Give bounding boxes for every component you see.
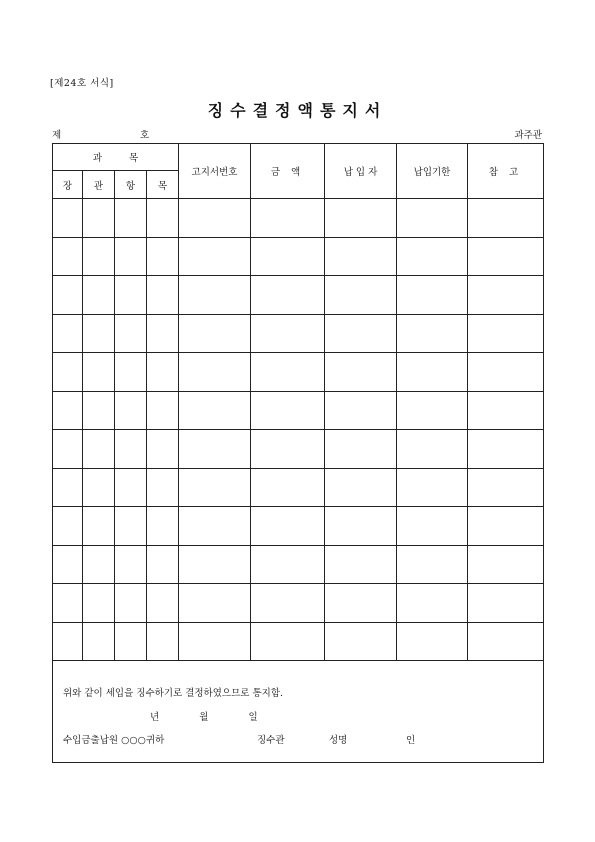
table-cell [325, 276, 397, 315]
table-cell [397, 353, 468, 392]
notice-date [150, 709, 258, 723]
table-cell [468, 276, 544, 315]
table-cell [468, 199, 544, 238]
header-chapter: 장 [53, 171, 83, 199]
header-notice-number: 고지서번호 [179, 144, 251, 199]
table-cell [83, 430, 115, 469]
table-cell [147, 199, 179, 238]
table-cell [468, 468, 544, 507]
table-cell [83, 353, 115, 392]
table-cell [83, 237, 115, 276]
table-cell [251, 430, 325, 469]
table-cell [115, 353, 147, 392]
table-cell [397, 622, 468, 661]
table-cell [251, 468, 325, 507]
table-cell [179, 353, 251, 392]
table-cell [115, 276, 147, 315]
table-cell [397, 584, 468, 623]
doc-no-suffix: 호 [140, 130, 150, 141]
table-cell [468, 507, 544, 546]
table-cell [468, 314, 544, 353]
table-cell [53, 276, 83, 315]
collection-official-label: 징수관 [257, 735, 285, 746]
table-cell [53, 430, 83, 469]
header-amount: 금 액 [251, 144, 325, 199]
table-row [53, 468, 544, 507]
table-cell [115, 584, 147, 623]
table-cell [397, 430, 468, 469]
table-cell [251, 622, 325, 661]
table-body [53, 199, 544, 661]
table-cell [53, 468, 83, 507]
table-cell [251, 314, 325, 353]
table-row [53, 314, 544, 353]
table-cell [251, 545, 325, 584]
table-cell [147, 353, 179, 392]
seal-label: 인 [406, 735, 416, 746]
date-month-label: 월 [199, 712, 209, 723]
table-cell [115, 237, 147, 276]
table-cell [251, 584, 325, 623]
table-cell [179, 276, 251, 315]
table-cell [468, 545, 544, 584]
table-cell [325, 622, 397, 661]
notice-statement: 위와 같이 세입을 징수하기로 결정하였으므로 통지함. [63, 688, 284, 699]
doc-office-label: 과주관 [514, 130, 542, 141]
table-row [53, 391, 544, 430]
table-cell [325, 314, 397, 353]
table-cell [468, 430, 544, 469]
table-cell [468, 391, 544, 430]
table-cell [251, 391, 325, 430]
table-cell [325, 199, 397, 238]
table-cell [325, 545, 397, 584]
header-subitem: 목 [147, 171, 179, 199]
table-cell [115, 545, 147, 584]
table-cell [115, 430, 147, 469]
table-cell [179, 199, 251, 238]
notice-recipient: 수입금출납원 ○○○귀하 [63, 735, 165, 746]
table-row [53, 430, 544, 469]
date-day-label: 일 [248, 712, 258, 723]
table-row [53, 507, 544, 546]
table-cell [53, 353, 83, 392]
table-cell [53, 584, 83, 623]
table-row [53, 622, 544, 661]
table-cell [325, 507, 397, 546]
table-cell [53, 545, 83, 584]
table-cell [83, 199, 115, 238]
table-cell [468, 584, 544, 623]
table-cell [397, 468, 468, 507]
table-cell [251, 237, 325, 276]
table-cell [83, 584, 115, 623]
form-number: [제24호 서식] [50, 78, 114, 89]
table-cell [83, 468, 115, 507]
table-cell [83, 622, 115, 661]
table-cell [179, 468, 251, 507]
document-number-row [52, 127, 542, 141]
header-due-date: 납입기한 [397, 144, 468, 199]
table-cell [468, 353, 544, 392]
table-cell [397, 507, 468, 546]
table-cell [251, 276, 325, 315]
table-cell [53, 622, 83, 661]
table-cell [115, 314, 147, 353]
table-cell [115, 391, 147, 430]
header-section: 관 [83, 171, 115, 199]
table-cell [147, 507, 179, 546]
table-cell [397, 314, 468, 353]
table-cell [53, 507, 83, 546]
doc-no-prefix: 제 [52, 130, 62, 141]
table-cell [53, 314, 83, 353]
collection-table [52, 143, 544, 763]
table-cell [325, 584, 397, 623]
header-subject-group: 과 목 [53, 144, 179, 171]
table-cell [251, 353, 325, 392]
header-remarks: 참 고 [468, 144, 544, 199]
page-title: 징수결정액통지서 [207, 101, 388, 120]
table-cell [147, 276, 179, 315]
table-cell [179, 314, 251, 353]
table-cell [251, 507, 325, 546]
table-cell [115, 199, 147, 238]
table-cell [147, 430, 179, 469]
table-cell [397, 391, 468, 430]
table-cell [325, 391, 397, 430]
header-payer: 납 입 자 [325, 144, 397, 199]
table-cell [147, 314, 179, 353]
table-cell [179, 391, 251, 430]
table-row [53, 545, 544, 584]
table-cell [147, 468, 179, 507]
table-cell [83, 314, 115, 353]
table-cell [397, 276, 468, 315]
table-cell [179, 584, 251, 623]
table-row [53, 584, 544, 623]
table-cell [147, 391, 179, 430]
table-cell [179, 237, 251, 276]
table-cell [147, 237, 179, 276]
table-cell [83, 276, 115, 315]
table-cell [325, 237, 397, 276]
table-cell [179, 430, 251, 469]
date-year-label: 년 [150, 712, 160, 723]
table-cell [83, 391, 115, 430]
table-cell [397, 237, 468, 276]
table-cell [325, 430, 397, 469]
official-name-label: 성명 [329, 735, 348, 746]
table-cell [397, 545, 468, 584]
table-cell [53, 237, 83, 276]
header-item: 항 [115, 171, 147, 199]
table-cell [83, 507, 115, 546]
notice-section [53, 661, 544, 763]
table-row [53, 276, 544, 315]
table-cell [83, 545, 115, 584]
table-cell [397, 199, 468, 238]
table-cell [325, 353, 397, 392]
table-cell [147, 545, 179, 584]
table-cell [468, 237, 544, 276]
table-cell [115, 622, 147, 661]
table-cell [53, 391, 83, 430]
table-cell [251, 199, 325, 238]
table-cell [147, 584, 179, 623]
table-cell [179, 545, 251, 584]
table-row [53, 237, 544, 276]
table-cell [325, 468, 397, 507]
table-cell [115, 468, 147, 507]
table-cell [147, 622, 179, 661]
table-cell [115, 507, 147, 546]
table-cell [53, 199, 83, 238]
table-row [53, 199, 544, 238]
table-row [53, 353, 544, 392]
table-cell [179, 622, 251, 661]
table-cell [179, 507, 251, 546]
table-cell [468, 622, 544, 661]
